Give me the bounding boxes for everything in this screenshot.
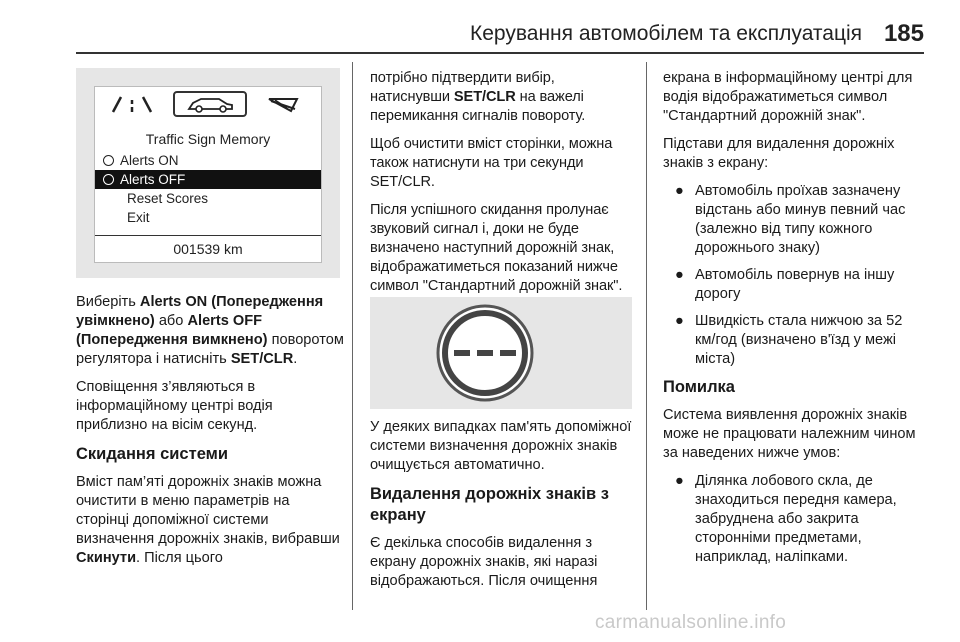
paragraph: Сповіщення з’являються в інформаційному центрі водія приблизно на вісім секунд.	[76, 379, 273, 433]
column-3	[663, 69, 925, 575]
lane-assist-icon	[105, 91, 159, 117]
paragraph: Після успішного скидання пролунає звуковий сигнал і, доки не буде визначено наступний дорожній знак, відображатиметься показаний нижче символ "Стандартний дорожній знак".	[370, 202, 623, 294]
menu-item-reset-scores: Reset Scores	[127, 191, 209, 206]
paragraph: Система виявлення дорожніх знаків може не працювати належним чином за наведених нижче умов:	[663, 407, 916, 461]
column-divider	[352, 62, 353, 610]
screen-title: Traffic Sign Memory	[145, 131, 271, 147]
paragraph: У деяких випадках пам'ять допоміжної системи визначення дорожніх знаків очищується автоматично.	[370, 419, 632, 473]
radio-icon	[103, 174, 114, 185]
display-screen	[94, 86, 322, 263]
list-item: ● Швидкість стала нижчою за 52 км/год (визначено в'їзд у межі міста)	[675, 313, 903, 367]
page-header-title: Керування автомобілем та експлуатація	[470, 22, 863, 45]
driver-info-display-illustration	[76, 68, 340, 278]
car-icon	[175, 93, 245, 115]
column-2-lower	[370, 418, 638, 600]
section-heading: Помилка	[663, 378, 735, 396]
menu-item-alerts-on: Alerts ON	[95, 151, 321, 170]
menu-item-alerts-off: Alerts OFF	[95, 170, 321, 189]
display-tabs	[95, 87, 321, 123]
paragraph: Виберіть Alerts ON (Попередження увімкнено) або Alerts OFF (Попередження вимкнено) поворотом регулятора і натисніть SET/CLR.	[76, 294, 344, 367]
paragraph: Є декілька способів видалення з екрану дорожніх знаків, які наразі відображаються. Після очищення	[370, 535, 598, 589]
paragraph: Підстави для видалення дорожніх знаків з екрану:	[663, 136, 895, 171]
standard-sign-illustration	[370, 297, 632, 409]
bullet-list	[663, 472, 925, 567]
column-divider	[646, 62, 647, 610]
page-number: 185	[883, 20, 924, 47]
paragraph: потрібно підтвердити вибір, натиснувши SET/CLR на важелі перемикання сигналів повороту.	[370, 70, 586, 124]
column-2	[370, 69, 638, 305]
column-1	[76, 293, 344, 577]
list-item: ● Автомобіль повернув на іншу дорогу	[675, 267, 895, 302]
list-item: ● Автомобіль проїхав зазначену відстань або минув певний час (залежно від типу кожного дорожнього знаку)	[675, 183, 906, 256]
radio-icon	[103, 155, 114, 166]
paragraph: Вміст пам’яті дорожніх знаків можна очистити в меню параметрів на сторінці допоміжної системи визначення дорожніх знаків, вибравши Скинути. Після цього	[76, 474, 340, 566]
section-heading: Видалення дорожніх знаків з екрану	[370, 485, 609, 524]
odometer-readout: 001539 km	[95, 235, 321, 262]
section-heading: Скидання системи	[76, 445, 228, 463]
traffic-sign-icon	[253, 91, 313, 117]
list-item: ● Ділянка лобового скла, де знаходиться передня камера, забруднена або закрита сторонніми предметами, наприклад, наліпками.	[675, 473, 897, 565]
header-rule	[76, 52, 924, 54]
watermark: carmanualsonline.info	[595, 612, 787, 633]
paragraph: екрана в інформаційному центрі для водія відображатиметься символ "Стандартний дорожній знак".	[663, 70, 913, 124]
paragraph: Щоб очистити вміст сторінки, можна також натиснути на три секунди SET/CLR.	[370, 136, 613, 190]
menu-item-exit: Exit	[127, 210, 150, 225]
vehicle-tab-selected	[173, 91, 247, 117]
bullet-list	[663, 182, 925, 369]
standard-road-sign-icon	[370, 297, 632, 409]
